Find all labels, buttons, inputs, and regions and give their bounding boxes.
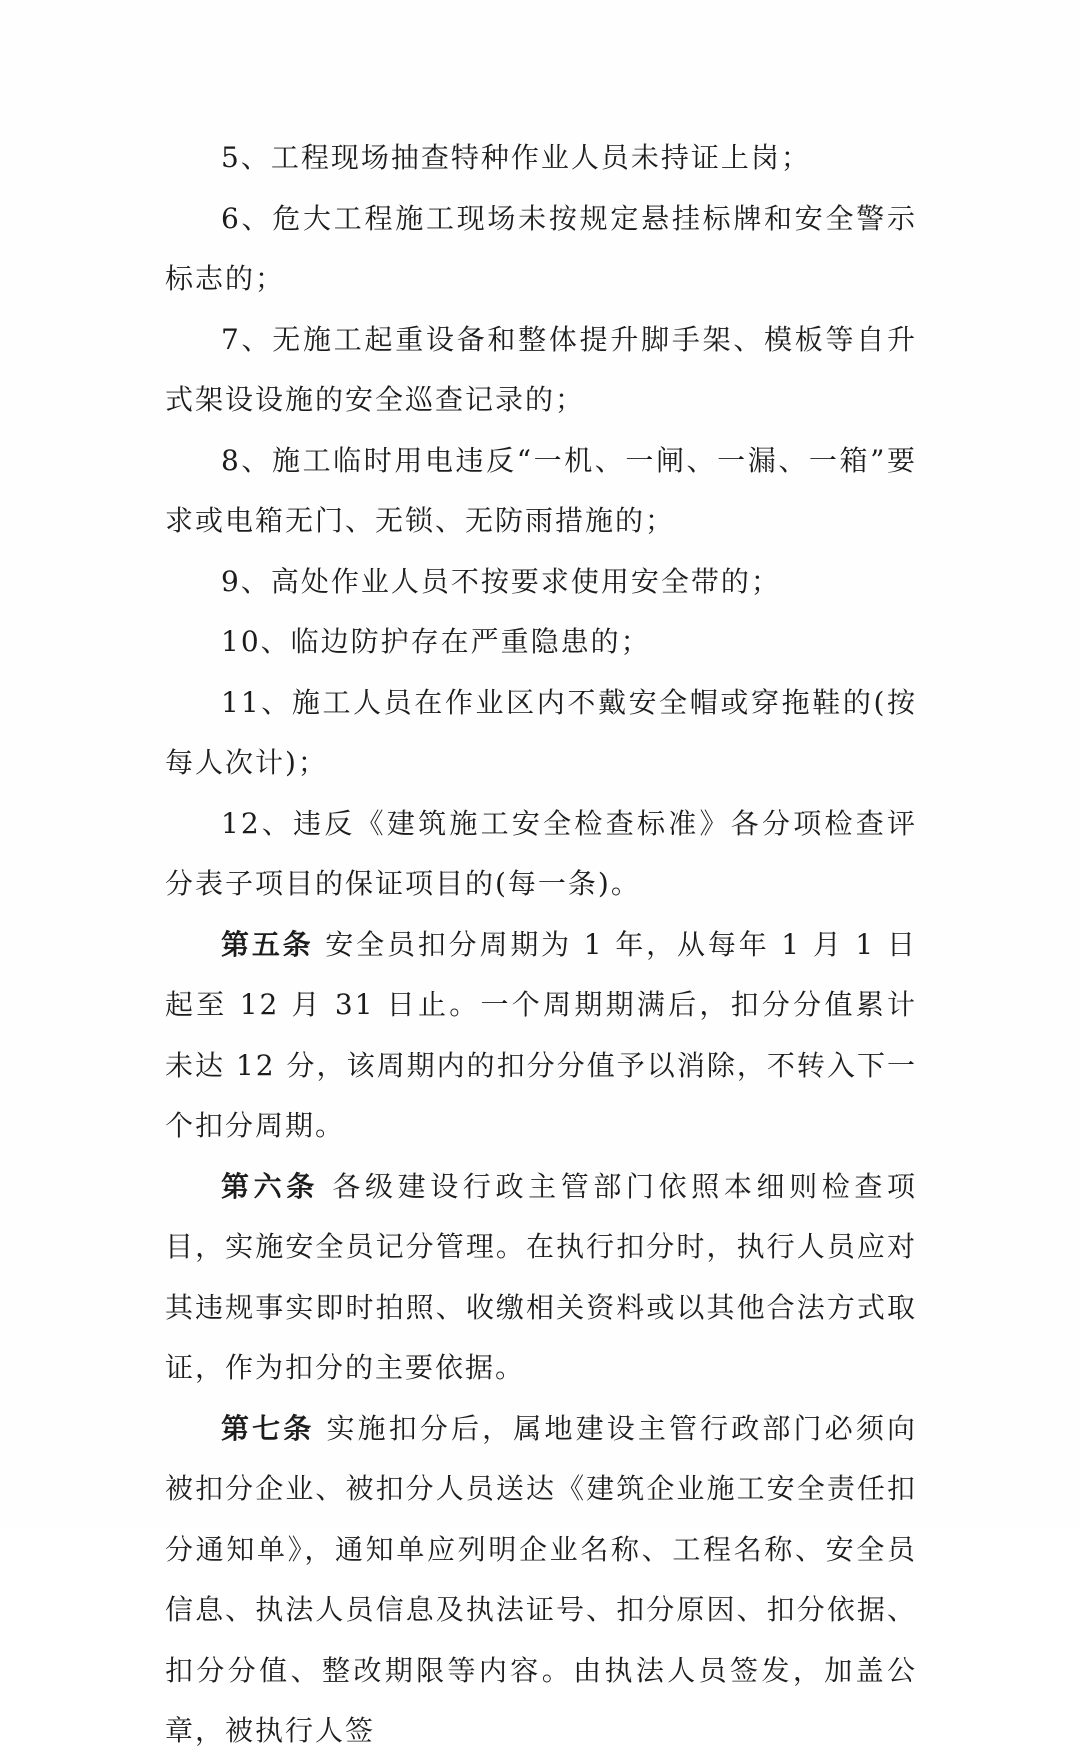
document-body: [165, 128, 917, 1762]
list-item: 10、临边防护存在严重隐患的；: [221, 625, 651, 658]
article-heading: 第五条: [221, 927, 314, 961]
list-item: 7、无施工起重设备和整体提升脚手架、模板等自升式架设设施的安全巡查记录的；: [165, 322, 917, 416]
article-text: 安全员扣分周期为 1 年，从每年 1 月 1 日起至 12 月 31 日止。一个周期期满后，扣分分值累计未达 12 分，该周期内的扣分分值予以消除，不转入下一个扣分周期。: [165, 927, 917, 1142]
article-heading: 第七条: [221, 1411, 315, 1445]
list-item: 11、施工人员在作业区内不戴安全帽或穿拖鞋的(按每人次计)；: [165, 685, 917, 779]
article-paragraph: [165, 1399, 917, 1762]
list-item: 9、高处作业人员不按要求使用安全带的；: [221, 564, 781, 598]
list-item: 6、危大工程施工现场未按规定悬挂标牌和安全警示标志的；: [165, 201, 917, 295]
list-item: 12、违反《建筑施工安全检查标准》各分项检查评分表子项目的保证项目的(每一条)。: [165, 806, 917, 900]
list-item: 5、工程现场抽查特种作业人员未持证上岗；: [221, 141, 811, 174]
list-item: 8、施工临时用电违反“一机、一闸、一漏、一箱”要求或电箱无门、无锁、无防雨措施的；: [165, 443, 917, 537]
article-text: 各级建设行政主管部门依照本细则检查项目，实施安全员记分管理。在执行扣分时，执行人员应对其违规事实即时拍照、收缴相关资料或以其他合法方式取证，作为扣分的主要依据。: [165, 1169, 917, 1384]
article-paragraph: [165, 915, 917, 1157]
article-heading: 第六条: [221, 1169, 319, 1203]
article-paragraph: [165, 1157, 917, 1399]
article-text: 实施扣分后，属地建设主管行政部门必须向被扣分企业、被扣分人员送达《建筑企业施工安全责任扣分通知单》，通知单应列明企业名称、工程名称、安全员信息、执法人员信息及执法证号、扣分原因、扣分依据、扣分分值、整改期限等内容。由执法人员签发，加盖公章，被执行人签: [165, 1411, 917, 1747]
